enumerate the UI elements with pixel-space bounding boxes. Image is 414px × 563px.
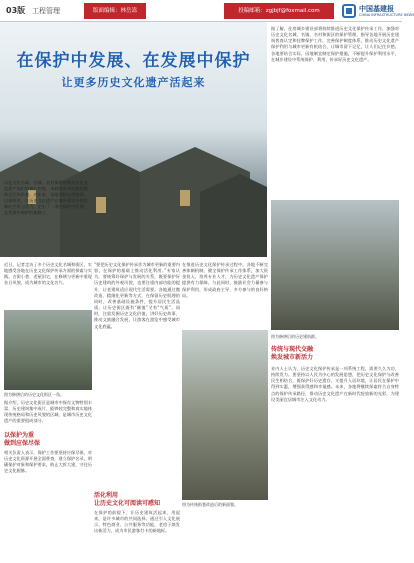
column-5-text: 业内人士认为，历史文化保护传承是一项系统工程，需要久久为功、持续发力。要坚持以人民为中心的发展思想，把历史文化保护与改善民生相结合，既保护好历史遗存，又提升人居环境，让居民在保护中得到实惠，增强获得感和幸福感。未来，各地将继续探索符合自身特点的保护传承路径，推动历史文化遗产在新时代绽放新的光彩，为建设美丽宜居城市注入文化动力。 [271, 366, 399, 402]
submission-email: 投稿邮箱：zgjbjf@foxmail.com [238, 8, 320, 14]
column-3-text: 在推进历史文化保护传承过程中，各地不断完善体制机制，健全保护传承工作体系，加大资金投入，培养专业人才，为历史文化遗产保护提供有力保障。与此同时，鼓励社会力量参与保护利用，形成政府主导、多方参与的良好格局。 [182, 262, 268, 298]
logo-name-en: CHINA INFRASTRUCTURE NEWS [359, 13, 414, 17]
column-1-text-c: 相关负责人表示，保护工作要坚持应保尽保，对历史文化资源开展全面普查，建立保护名录，明确保护对象和保护要求，防止大拆大建，守住历史文化根脉。 [4, 450, 92, 474]
column-4-text: 据了解，住房城乡建设部将持续推进历史文化保护传承工作，加强对历史文化名城、名镇、名村和街区的保护管理，指导各地开展历史建筑普查认定和挂牌保护工作，完善保护制度体系，推动历史文化遗产保护利用与城市更新有机结合，让城市留下记忆，让人们记住乡愁。各地要结合实际，因地制宜制定保护措施，不断提升保护利用水平，在城乡建设中系统保护、利用、传承好历史文化遗产。 [271, 26, 399, 62]
subhead-3: 传统与现代交融 焕发城市新活力 [271, 346, 314, 361]
logo-name-cn: 中国基建报 [359, 5, 394, 13]
logo-icon [342, 4, 356, 18]
newspaper-logo [342, 2, 414, 20]
column-1-text-b: 据介绍，历史文化街区是城市中保存文物特别丰富、历史建筑集中成片、能够较完整和真实地体现传统格局和历史风貌的区域，是城市历史文化遗产的重要组成部分。 [4, 400, 92, 424]
buildings-photo [271, 200, 399, 330]
photo-1-caption: 图为修缮后的历史文化街区一角。 [4, 392, 64, 397]
subhead-2: 活化利用 让历史文化可阅读可感知 [94, 492, 161, 507]
subheadline: 让更多历史文化遗产活起来 [61, 76, 206, 89]
hero-image [0, 22, 267, 257]
page-number: 03版 [6, 6, 26, 15]
column-2-text-b: 在保护的前提下，让历史建筑活起来、用起来，是许多城市的共同选择。通过引入文化展示、特色商业、公共服务等功能，老房子焕发出新活力，成为市民游客打卡的新地标。 [94, 510, 180, 534]
street-photo [4, 310, 92, 390]
photo-3-caption: 图为修缮后的历史建筑群。 [271, 334, 319, 339]
alley-photo [182, 330, 268, 500]
section-name: 工程管理 [32, 7, 60, 15]
subhead-1: 以保护为重 做到应保尽保 [4, 432, 41, 447]
page-header [0, 0, 414, 22]
headline: 在保护中发展、在发展中保护 [16, 51, 251, 71]
column-2-text: “要把历史文化保护传承作为城市更新的重要内容，在保护的基础上推动活化利用。”专家认为，要统筹好保护与发展的关系，既要保护好历史建筑的外观风貌，也要注重内部功能的提升，让老建筑适应现代生活需要。各地通过微改造、精细化更新等方式，在保留历史肌理的同时，改善基础设施条件，提升居民生活品质，让历史街区既有“颜值”又有“气质”。同时，注重发掘历史文化价值，讲好历史故事，推动文旅融合发展，让游客在游览中感受城市文化底蕴。 [94, 262, 180, 329]
editor-credit: 版面编辑：林岳嵩 [92, 8, 137, 14]
lead-paragraph: 历史文化名城、名镇、名村保护是城乡历史文化遗产保护的核心内容，承载着中华民族的集体记忆和乡愁。近年来，各地坚持以用促保、以保带用，让历史文化遗产在城乡建设中焕发新的生机与活力，走出了一条在保护中发展、在发展中保护的新路子。 [4, 180, 88, 216]
column-1-text: 近日，记者走访了多个历史文化名城和街区，实地感受各地在历史文化保护传承方面的探索与实践。古街小巷、老屋旧宅，在修缮与更新中重现昔日风貌，成为城市的文化名片。 [4, 262, 92, 286]
photo-2-caption: 图为传统街巷改造后的新面貌。 [182, 502, 238, 507]
